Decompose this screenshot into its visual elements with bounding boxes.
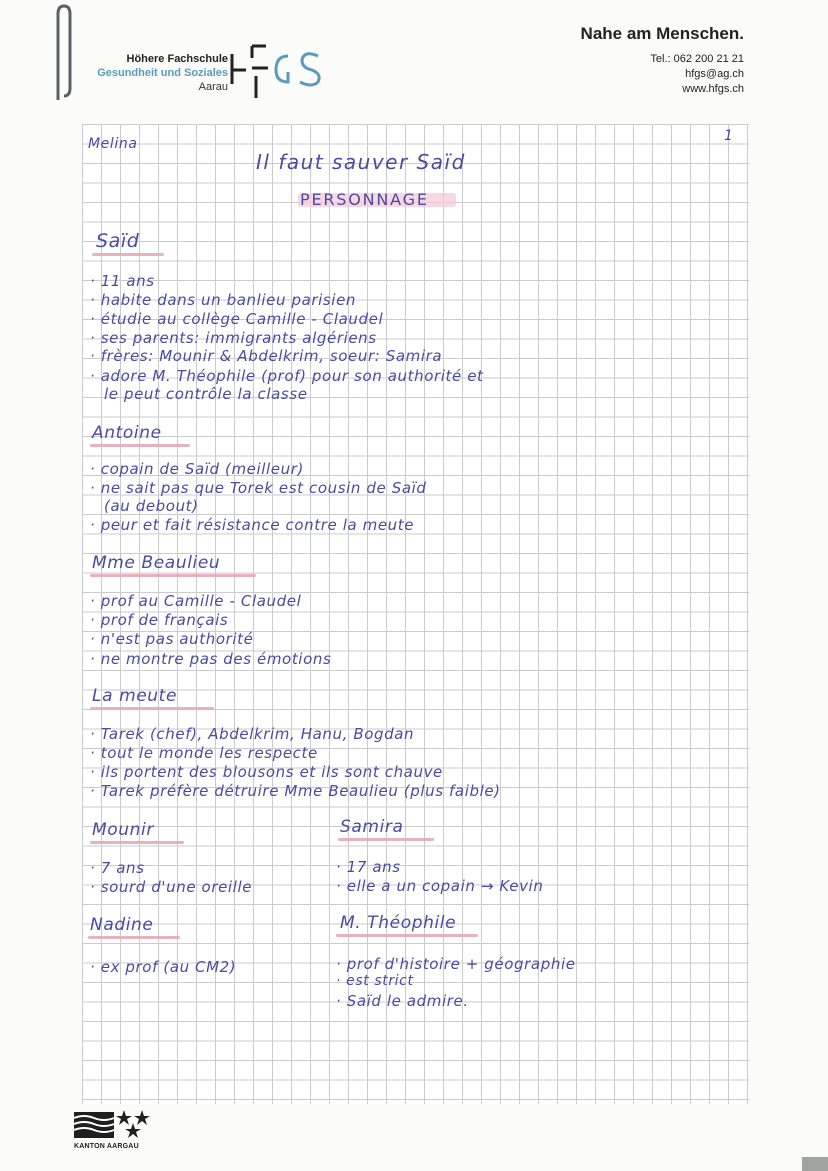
heading-underline [88,936,180,939]
meute-line: · ils portent des blousons et ils sont chauve [90,763,443,781]
note-title: Il faut sauver Saïd [256,150,466,174]
heading-underline [338,838,434,841]
said-line: · 11 ans [90,272,155,290]
section-heading-antoine: Antoine [92,423,162,443]
meute-line: · Tarek préfère détruire Mme Beaulieu (plus faible) [90,782,501,800]
theophile-line: · est strict [336,973,414,989]
nadine-line: · ex prof (au CM2) [90,958,237,976]
heading-underline [90,841,184,844]
section-heading-theophile: M. Théophile [340,913,457,933]
contact-info [650,52,744,97]
contact-phone: Tel.: 062 200 21 21 [650,53,744,65]
heading-underline [336,934,478,937]
heading-underline [90,574,256,577]
kanton-aargau-logo-icon [72,1108,154,1144]
meute-line: · Tarek (chef), Abdelkrim, Hanu, Bogdan [90,725,415,743]
mounir-line: · 7 ans [90,859,145,877]
kanton-label: KANTON AARGAU [74,1143,139,1150]
author-name: Melina [88,136,138,152]
beaulieu-line: · n'est pas authorité [90,630,254,648]
heading-underline [90,707,214,710]
samira-line: · elle a un copain → Kevin [336,877,544,895]
antoine-line: (au debout) [104,497,199,515]
antoine-line: · peur et fait résistance contre la meute [90,516,415,534]
samira-line: · 17 ans [336,858,401,876]
section-heading-samira: Samira [340,817,404,837]
contact-email[interactable]: hfgs@ag.ch [685,68,744,80]
school-name [78,52,228,94]
school-line-3: Aarau [198,81,228,93]
theophile-line: · prof d'histoire + géographie [336,955,576,973]
note-subtitle: PERSONNAGE [300,190,429,209]
section-heading-said: Saïd [96,230,140,252]
said-line: le peut contrôle la classe [104,385,308,403]
tagline: Nahe am Menschen. [580,24,744,43]
heading-underline [92,253,164,256]
scan-corner-shadow [802,1157,828,1171]
school-line-2: Gesundheit und Soziales [97,67,228,79]
said-line: · adore M. Théophile (prof) pour son authorité et [90,367,484,385]
antoine-line: · copain de Saïd (meilleur) [90,460,304,478]
section-heading-meute: La meute [92,686,178,706]
said-line: · frères: Mounir & Abdelkrim, soeur: Samira [90,347,443,365]
page-number: 1 [724,128,734,144]
antoine-line: · ne sait pas que Torek est cousin de Saïd [90,479,427,497]
meute-line: · tout le monde les respecte [90,744,318,762]
theophile-line: · Saïd le admire. [336,992,469,1010]
heading-underline [90,444,190,447]
beaulieu-line: · ne montre pas des émotions [90,650,332,668]
section-heading-nadine: Nadine [90,915,154,935]
mounir-line: · sourd d'une oreille [90,878,253,896]
section-heading-mounir: Mounir [92,820,154,840]
said-line: · ses parents: immigrants algériens [90,329,377,347]
beaulieu-line: · prof de français [90,611,229,629]
said-line: · habite dans un banlieu parisien [90,291,357,309]
beaulieu-line: · prof au Camille - Claudel [90,592,302,610]
school-line-1: Höhere Fachschule [126,53,228,65]
section-heading-beaulieu: Mme Beaulieu [92,553,221,573]
said-line: · étudie au collège Camille - Claudel [90,310,384,328]
contact-website[interactable]: www.hfgs.ch [682,83,744,95]
paper-clip-icon [50,4,78,104]
hfgs-logo-icon [226,42,326,100]
